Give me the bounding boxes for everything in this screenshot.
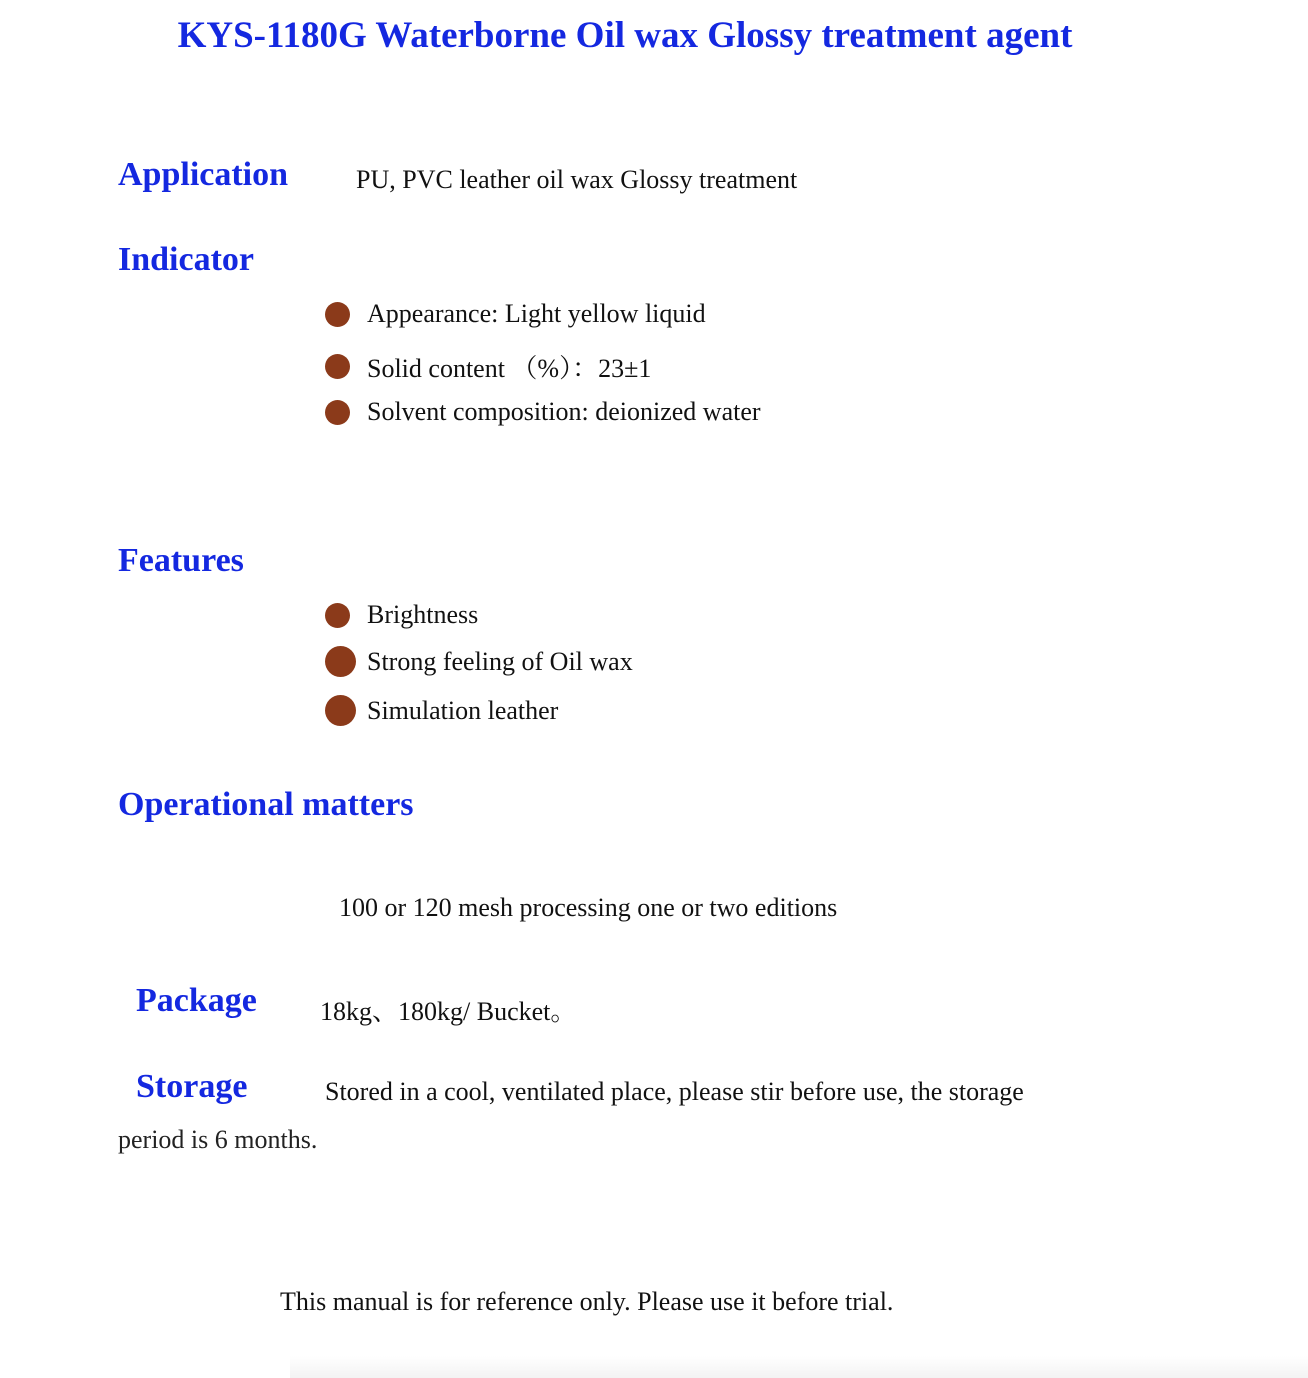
- footer-note: This manual is for reference only. Please use it before trial.: [280, 1287, 894, 1316]
- bullet-dot-icon: [325, 400, 350, 425]
- bullet-dot-icon: [325, 646, 356, 677]
- indicator-heading: Indicator: [118, 241, 254, 278]
- page-bottom-shadow: [290, 1356, 1308, 1378]
- list-item: [325, 695, 558, 726]
- application-heading: Application: [118, 156, 289, 193]
- operational-text: 100 or 120 mesh processing one or two editions: [339, 893, 838, 922]
- package-heading: Package: [136, 982, 257, 1019]
- list-item: [325, 348, 651, 385]
- bullet-dot-icon: [325, 603, 350, 628]
- indicator-item-solid-content: Solid content （%）：23±1: [367, 354, 652, 383]
- list-item: [325, 646, 633, 677]
- document-title: KYS-1180G Waterborne Oil wax Glossy treatment agent: [177, 15, 1073, 56]
- package-text: 18kg、180kg/ Bucket。: [320, 997, 577, 1026]
- storage-text-line1: Stored in a cool, ventilated place, please stir before use, the storage: [325, 1077, 1024, 1106]
- feature-item-simulation: Simulation leather: [367, 695, 559, 725]
- indicator-item-solvent: Solvent composition: deionized water: [367, 397, 761, 426]
- feature-item-brightness: Brightness: [367, 600, 479, 629]
- feature-item-oil-wax: Strong feeling of Oil wax: [367, 646, 633, 676]
- operational-heading: Operational matters: [118, 786, 414, 823]
- bullet-dot-icon: [325, 354, 350, 379]
- storage-heading: Storage: [136, 1068, 248, 1105]
- bullet-dot-icon: [325, 695, 356, 726]
- application-text: PU, PVC leather oil wax Glossy treatment: [356, 165, 798, 194]
- bullet-dot-icon: [325, 302, 350, 327]
- indicator-item-appearance: Appearance: Light yellow liquid: [367, 299, 706, 328]
- list-item: [325, 299, 706, 329]
- list-item: [325, 600, 478, 630]
- features-heading: Features: [118, 542, 244, 579]
- list-item: [325, 397, 761, 427]
- storage-text-line2: period is 6 months.: [118, 1125, 318, 1154]
